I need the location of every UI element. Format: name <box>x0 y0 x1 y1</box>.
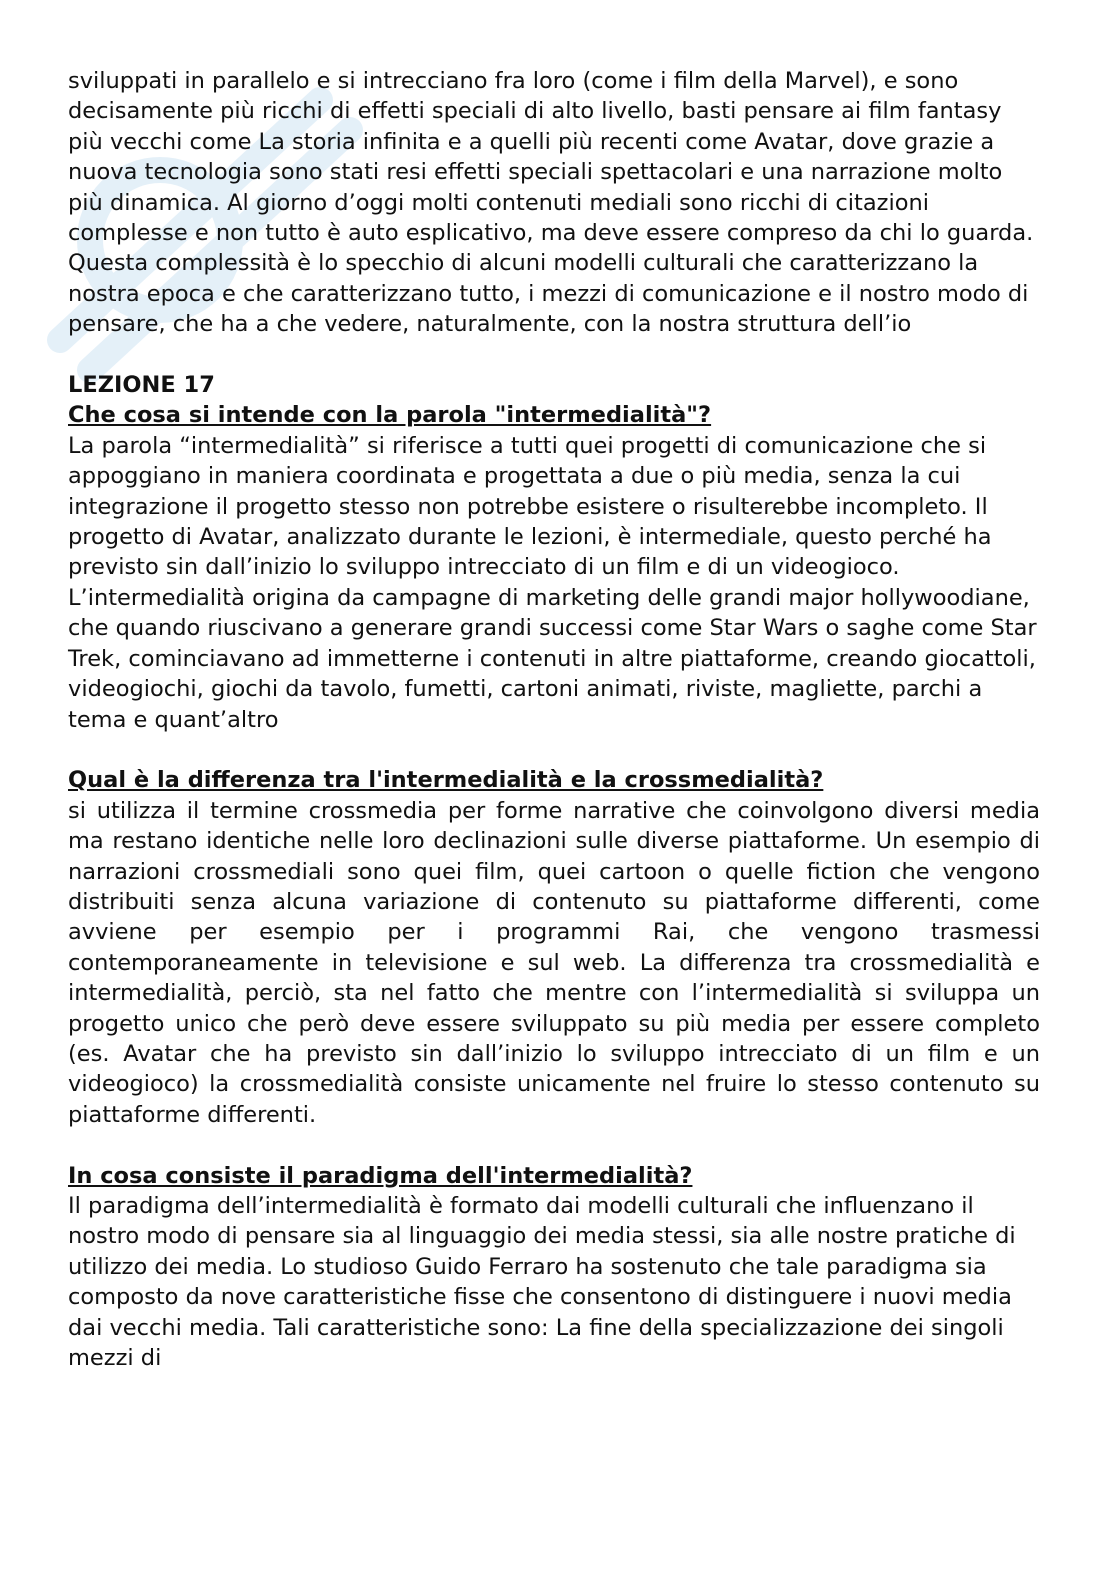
answer-paragraph-1: La parola “intermedialità” si riferisce a tutti quei progetti di comunicazione che si appoggiano in maniera coordinata e progettata a due o più media, senza la cui integrazione il progetto stesso non potrebbe esistere o risulterebbe incompleto. Il progetto di Avatar, analizzato durante le lezioni, è intermediale, questo perché ha previsto sin dall’inizio lo sviluppo intrecciato di un film e di un videogioco. L’intermedialità origina da campagne di marketing delle grandi major hollywoodiane, che quando riuscivano a generare grandi successi come Star Wars o saghe come Star Trek, cominciavano ad immetterne i contenuti in altre piattaforme, creando giocattoli, videogiochi, giochi da tavolo, fumetti, cartoni animati, riviste, magliette, parchi a tema e quant’altro <box>68 432 1037 733</box>
spacer <box>68 1130 1040 1160</box>
intro-paragraph: sviluppati in parallelo e si intrecciano fra loro (come i film della Marvel), e sono decisamente più ricchi di effetti speciali di alto livello, basti pensare ai film fantasy più vecchi come La storia infinita e a quelli più recenti come Avatar, dove grazie a nuova tecnologia sono stati resi effetti speciali spettacolari e una narrazione molto più dinamica. Al giorno d’oggi molti contenuti mediali sono ricchi di citazioni complesse e non tutto è auto esplicativo, ma deve essere compreso da chi lo guarda. Questa complessità è lo specchio di alcuni modelli culturali che caratterizzano la nostra epoca e che caratterizzano tutto, i mezzi di comunicazione e il nostro modo di pensare, che ha a che vedere, naturalmente, con la nostra struttura dell’io <box>68 68 1034 338</box>
question-heading-2: Qual è la differenza tra l'intermedialità e la crossmedialità? <box>68 767 824 794</box>
spacer <box>68 735 1040 765</box>
answer-paragraph-3: Il paradigma dell’intermedialità è formato dai modelli culturali che influenzano il nostro modo di pensare sia al linguaggio dei media stessi, sia alle nostre pratiche di utilizzo dei media. Lo studioso Guido Ferraro ha sostenuto che tale paradigma sia composto da nove caratteristiche fisse che consentono di distinguere i nuovi media dai vecchi media. Tali caratteristiche sono: La fine della specializzazione dei singoli mezzi di <box>68 1192 1016 1372</box>
question-heading-3: In cosa consiste il paradigma dell'intermedialità? <box>68 1162 693 1189</box>
document-page <box>68 66 1040 1373</box>
lesson-title: LEZIONE 17 <box>68 372 215 399</box>
question-heading-1: Che cosa si intende con la parola "intermedialità"? <box>68 402 712 429</box>
spacer <box>68 340 1040 370</box>
answer-paragraph-2: si utilizza il termine crossmedia per forme narrative che coinvolgono diversi media ma restano identiche nelle loro declinazioni sulle diverse piattaforme. Un esempio di narrazioni crossmediali sono quei film, quei cartoon o quelle fiction che vengono distribuiti senza alcuna variazione di contenuto su piattaforme differenti, come avviene per esempio per i programmi Rai, che vengono trasmessi contemporaneamente in televisione e sul web. La differenza tra crossmedialità e intermedialità, perciò, sta nel fatto che mentre con l’intermedialità si sviluppa un progetto unico che però deve essere sviluppato su più media per essere completo (es. Avatar che ha previsto sin dall’inizio lo sviluppo intrecciato di un film e un videogioco) la crossmedialità consiste unicamente nel fruire lo stesso contenuto su piattaforme differenti. <box>68 797 1040 1128</box>
